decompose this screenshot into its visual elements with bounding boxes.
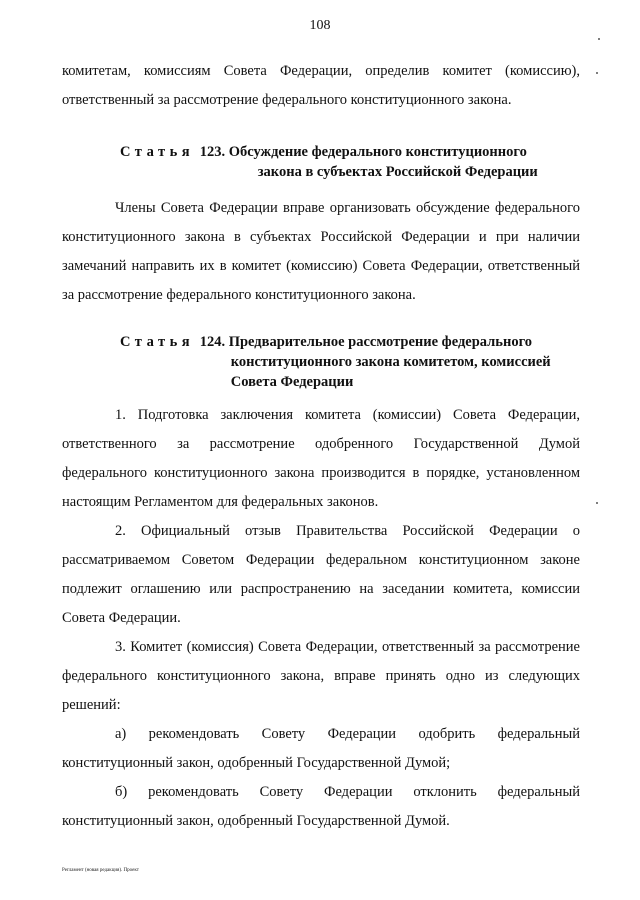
article-124-paragraph-3: 3. Комитет (комиссия) Совета Федерации, ответственный за рассмотрение федерального конституционного закона, вправе принять одно из следующих решений: — [62, 639, 580, 713]
scan-speck — [596, 72, 598, 74]
article-124-title-line-3: Совета Федерации — [230, 374, 354, 390]
intro-block — [62, 57, 580, 115]
article-124-title — [200, 332, 551, 392]
article-123-label: Статья — [120, 144, 195, 160]
article-124-body — [62, 401, 580, 836]
article-123-paragraph: Члены Совета Федерации вправе организовать обсуждение федерального конституционного закона в субъектах Российской Федерации и при наличии замечаний направить их в комитет (комиссию) Совета Федерации, ответственный за рассмотрение федерального конституционного закона. — [62, 200, 580, 303]
footer-note: Регламент (новая редакция). Проект — [62, 868, 139, 873]
article-123-body — [62, 194, 580, 310]
scan-speck — [598, 38, 600, 40]
article-124-title-line-1: 124. Предварительное рассмотрение федерального — [199, 334, 533, 350]
article-124-paragraph-2: 2. Официальный отзыв Правительства Российской Федерации о рассматриваемом Советом Федерации федеральном конституционном законе подлежит оглашению или распространению на заседании комитета, комиссии Совета Федерации. — [62, 523, 580, 626]
scan-speck — [596, 502, 598, 504]
article-123-heading — [120, 142, 590, 182]
article-124-label: Статья — [120, 334, 195, 350]
article-124-item-b: б) рекомендовать Совету Федерации отклонить федеральный конституционный закон, одобренный Государственной Думой. — [62, 784, 580, 829]
article-124-title-line-2: конституционного закона комитетом, комиссией — [230, 354, 551, 370]
intro-paragraph: комитетам, комиссиям Совета Федерации, определив комитет (комиссию), ответственный за рассмотрение федерального конституционного закона. — [62, 63, 580, 108]
article-124-heading — [120, 332, 590, 392]
article-123-title-line-2: закона в субъектах Российской Федерации — [257, 164, 538, 180]
article-124-paragraph-1: 1. Подготовка заключения комитета (комиссии) Совета Федерации, ответственного за рассмотрение одобренного Государственной Думой федерального конституционного закона производится в порядке, установленном настоящим Регламентом для федеральных законов. — [62, 407, 580, 510]
article-123-title-line-1: 123. Обсуждение федерального конституционного — [199, 144, 527, 160]
article-123-title — [200, 142, 538, 182]
article-124-item-a: а) рекомендовать Совету Федерации одобрить федеральный конституционный закон, одобренный Государственной Думой; — [62, 726, 580, 771]
page-number: 108 — [309, 18, 331, 33]
